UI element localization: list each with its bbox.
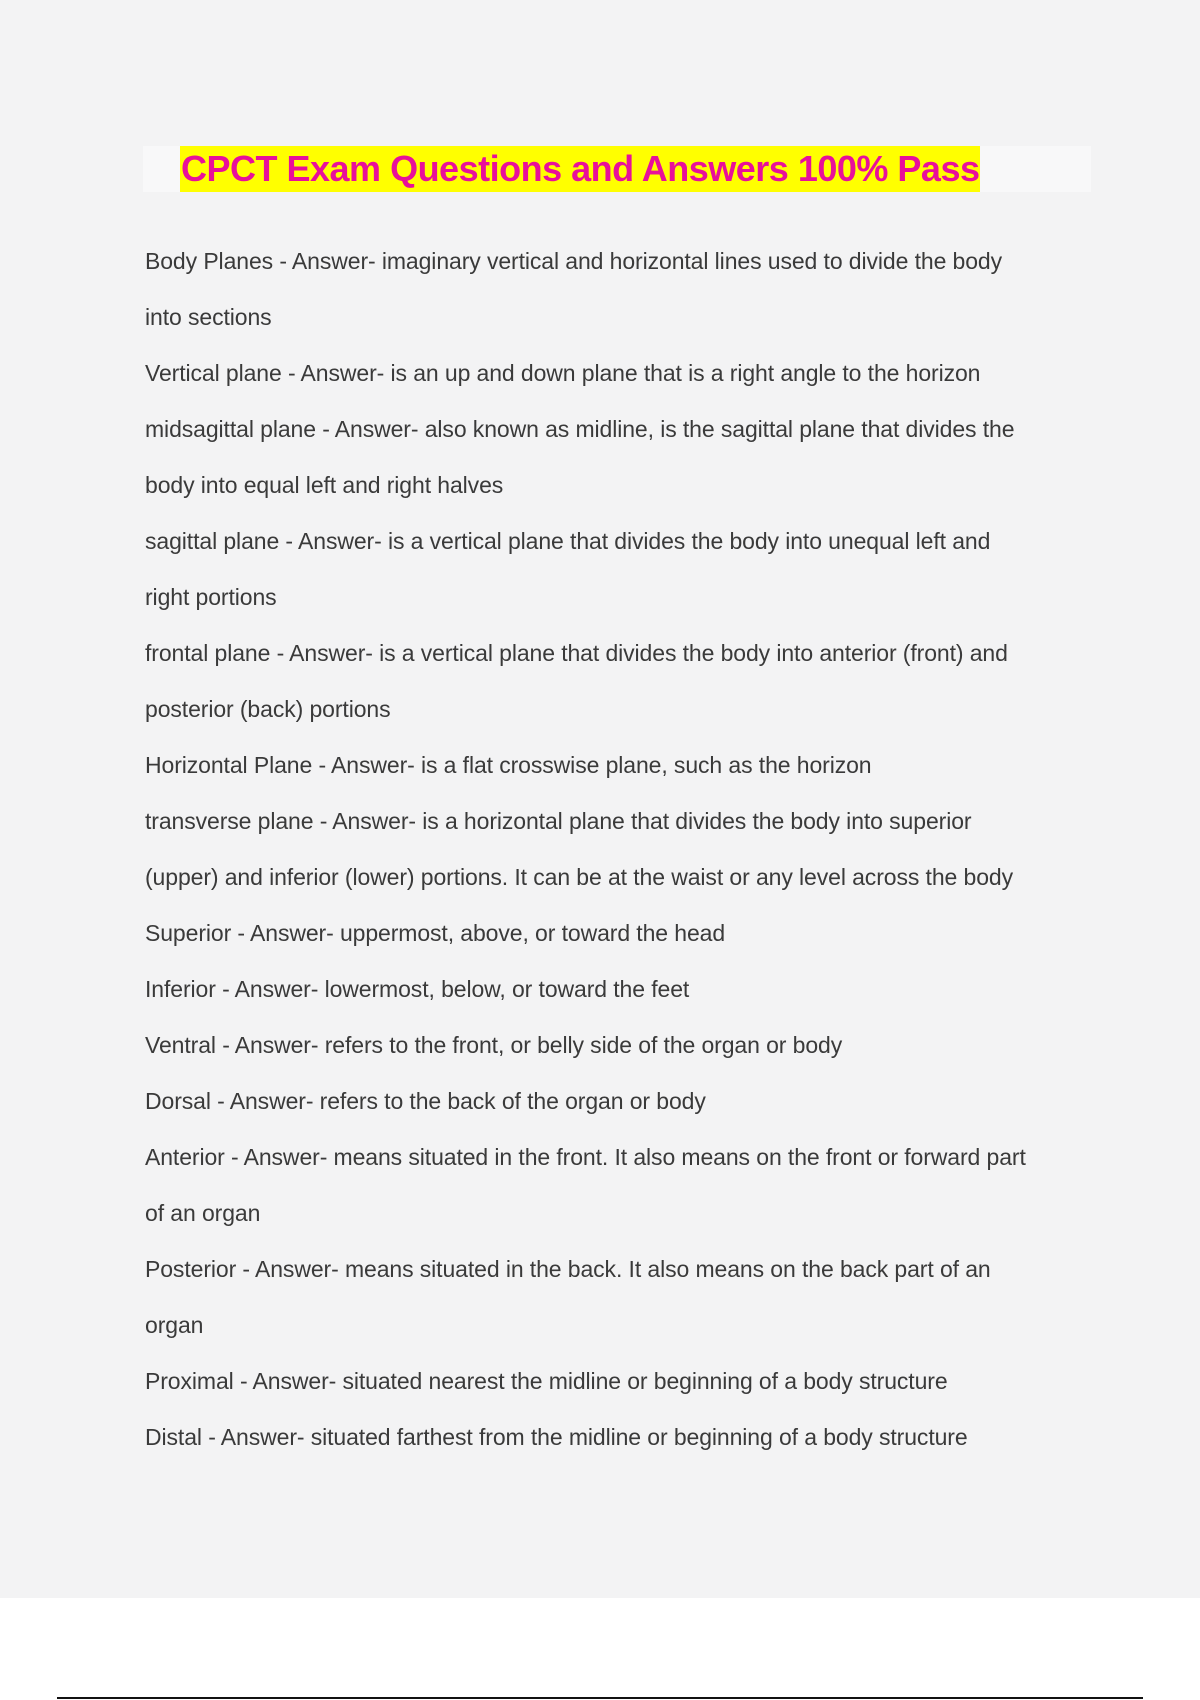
entry-line: Inferior - Answer- lowermost, below, or toward the feet <box>145 976 690 1002</box>
entry-line: transverse plane - Answer- is a horizontal plane that divides the body into superior <box>145 808 972 834</box>
entry-line: of an organ <box>145 1200 261 1226</box>
entry-line: Posterior - Answer- means situated in the back. It also means on the back part of an <box>145 1256 991 1282</box>
entry-line: Ventral - Answer- refers to the front, or belly side of the organ or body <box>145 1032 843 1058</box>
entry-line: right portions <box>145 584 277 610</box>
entry-line: organ <box>145 1312 204 1338</box>
entry-line: Distal - Answer- situated farthest from the midline or beginning of a body structure <box>145 1424 968 1450</box>
entry-line: frontal plane - Answer- is a vertical plane that divides the body into anterior (front) and <box>145 640 1008 666</box>
qa-entries <box>145 233 1105 1465</box>
entry-line: Superior - Answer- uppermost, above, or toward the head <box>145 920 726 946</box>
entry-line: Body Planes - Answer- imaginary vertical and horizontal lines used to divide the body <box>145 248 1003 274</box>
document-title: CPCT Exam Questions and Answers 100% Pass <box>180 146 980 192</box>
entry-line: Vertical plane - Answer- is an up and down plane that is a right angle to the horizon <box>145 360 981 386</box>
entry-line: Dorsal - Answer- refers to the back of the organ or body <box>145 1088 706 1114</box>
entry-line: posterior (back) portions <box>145 696 391 722</box>
entry-line: Proximal - Answer- situated nearest the midline or beginning of a body structure <box>145 1368 948 1394</box>
entry-line: body into equal left and right halves <box>145 472 504 498</box>
entry-line: midsagittal plane - Answer- also known as midline, is the sagittal plane that divides the <box>145 416 1015 442</box>
entry-line: Horizontal Plane - Answer- is a flat crosswise plane, such as the horizon <box>145 752 872 778</box>
entry-line: Anterior - Answer- means situated in the front. It also means on the front or forward part <box>145 1144 1026 1170</box>
entry-line: into sections <box>145 304 272 330</box>
footer-rule <box>57 1697 1143 1699</box>
entry-line: sagittal plane - Answer- is a vertical plane that divides the body into unequal left and <box>145 528 991 554</box>
entry-line: (upper) and inferior (lower) portions. It can be at the waist or any level across the body <box>145 864 1013 890</box>
